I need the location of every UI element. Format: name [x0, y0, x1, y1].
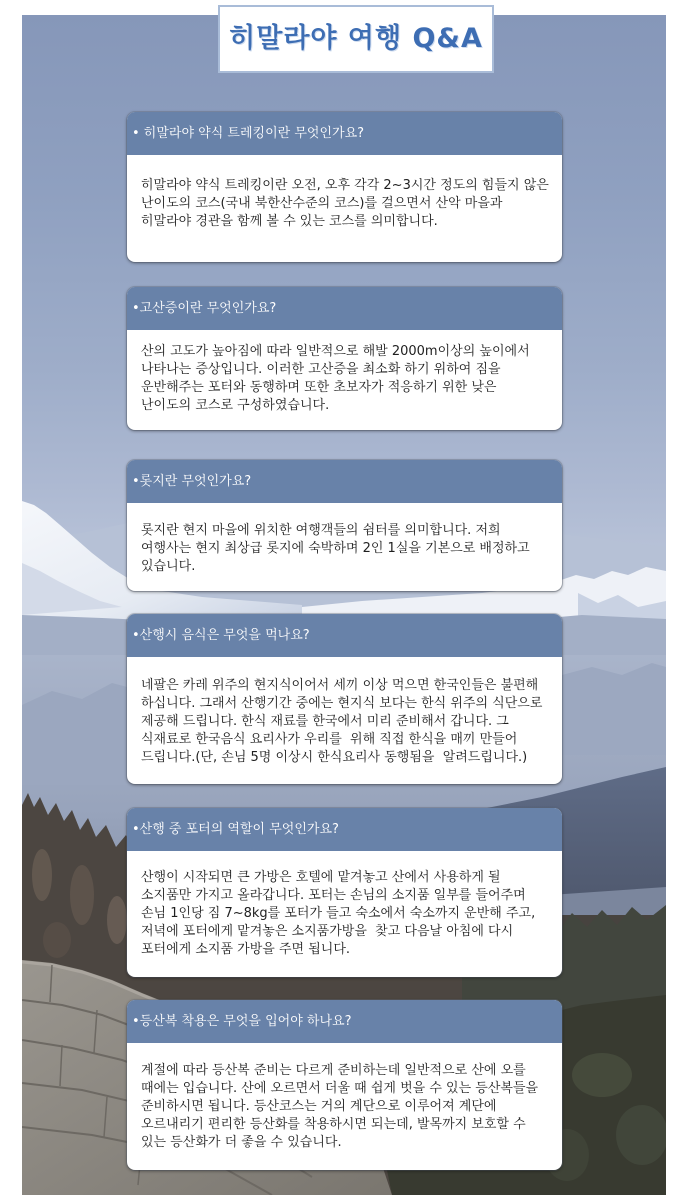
- faq-question: •산행시 음식은 무엇을 먹나요?: [127, 614, 562, 657]
- faq-card: [127, 808, 562, 977]
- faq-answer: 산행이 시작되면 큰 가방은 호텔에 맡겨놓고 산에서 사용하게 될 소지품만 가지고 올라갑니다. 포터는 손님의 소지품 일부를 들어주며 손님 1인당 짐 7~8kg를 포터가 들고 숙소에서 숙소까지 운반해 주고, 저녁에 포터에게 맡겨놓은 소지품가방을 찾고 다음날 아침에 다시 포터에게 소지품 가방을 주면 됩니다.: [141, 870, 536, 957]
- faq-card: [127, 112, 562, 262]
- faq-answer: 계절에 따라 등산복 준비는 다르게 준비하는데 일반적으로 산에 오를 때에는 입습니다. 산에 오르면서 더울 때 쉽게 벗을 수 있는 등산복들을 준비하시면 됩니다. 등산코스는 거의 계단으로 이루어져 계단에 오르내리기 편리한 등산화를 착용하시면 되는데, 발목까지 보호할 수 있는 등산화가 더 좋을 수 있습니다.: [141, 1063, 539, 1150]
- faq-card: [127, 287, 562, 430]
- page-title: 히말라야 여행 Q&A: [229, 23, 483, 54]
- faq-question: •롯지란 무엇인가요?: [127, 460, 562, 503]
- faq-card: [127, 614, 562, 784]
- faq-question: • 히말라야 약식 트레킹이란 무엇인가요?: [127, 112, 562, 155]
- faq-answer: 롯지란 현지 마을에 위치한 여행객들의 쉼터를 의미합니다. 저희 여행사는 현지 최상급 롯지에 숙박하며 2인 1실을 기본으로 배정하고 있습니다.: [141, 523, 530, 574]
- faq-card: [127, 1000, 562, 1170]
- faq-question: •산행 중 포터의 역할이 무엇인가요?: [127, 808, 562, 851]
- faq-question: •등산복 착용은 무엇을 입어야 하나요?: [127, 1000, 562, 1043]
- title-box: [218, 5, 494, 73]
- faq-question: •고산증이란 무엇인가요?: [127, 287, 562, 330]
- faq-card: [127, 460, 562, 591]
- faq-answer: 히말라야 약식 트레킹이란 오전, 오후 각각 2~3시간 정도의 힘들지 않은 난이도의 코스(국내 북한산수준의 코스)를 걸으면서 산악 마을과 히말라야 경관을 함께 볼 수 있는 코스를 의미합니다.: [141, 178, 549, 229]
- faq-answer: 산의 고도가 높아짐에 따라 일반적으로 해발 2000m이상의 높이에서 나타나는 증상입니다. 이러한 고산증을 최소화 하기 위하여 짐을 운반해주는 포터와 동행하며 또한 초보자가 적응하기 위한 낮은 난이도의 코스로 구성하였습니다.: [141, 344, 530, 413]
- faq-answer: 네팔은 카레 위주의 현지식이어서 세끼 이상 먹으면 한국인들은 불편해 하십니다. 그래서 산행기간 중에는 현지식 보다는 한식 위주의 식단으로 제공해 드립니다. 한식 재료를 한국에서 미리 준비해서 갑니다. 그 식재료로 한국음식 요리사가 우리를 위해 직접 한식을 매끼 만들어 드립니다.(단, 손님 5명 이상시 한식요리사 동행됨을 알려드립니다.): [141, 678, 543, 765]
